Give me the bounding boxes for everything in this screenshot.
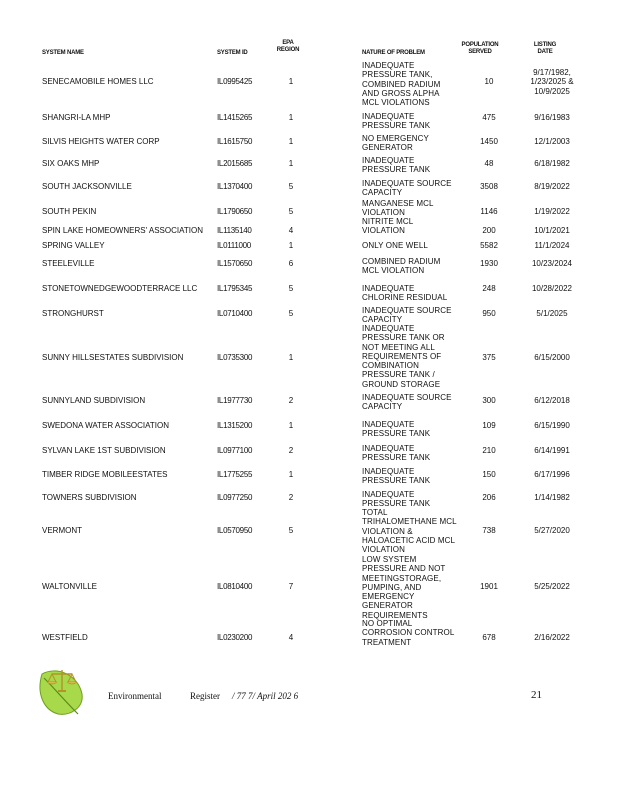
system-name: WALTONVILLE [42,582,97,591]
nature-of-problem: INADEQUATE PRESSURE TANK [362,444,431,463]
system-id: IL1775255 [217,470,253,479]
epa-region: 1 [288,137,294,146]
system-name: SUNNYLAND SUBDIVISION [42,396,146,405]
system-id: IL0977100 [217,446,253,455]
population-served: 475 [482,113,496,122]
population-served: 1901 [480,582,498,591]
epa-region: 4 [288,226,294,235]
listing-date: 6/15/1990 [534,421,570,430]
population-served: 200 [482,226,496,235]
population-served: 48 [484,159,494,168]
listing-date: 2/16/2022 [534,633,570,642]
system-name: SIX OAKS MHP [42,159,100,168]
col-header-epa-region [266,40,310,54]
epa-region: 1 [288,77,294,86]
listing-date: 6/12/2018 [534,396,570,405]
epa-region: 2 [288,446,294,455]
nature-of-problem: INADEQUATE PRESSURE TANK, COMBINED RADIUM AND GROSS ALPHA MCL VIOLATIONS [362,61,441,108]
population-served: 150 [482,470,496,479]
nature-of-problem: ONLY ONE WELL [362,241,428,250]
footer-issue-date: / 77 7/ April 202 6 [232,691,299,701]
col-header-system-id: SYSTEM ID [217,50,248,56]
system-name: SWEDONA WATER ASSOCIATION [42,421,169,430]
epa-region: 2 [288,396,294,405]
population-served: 375 [482,353,496,362]
system-name: SOUTH JACKSONVILLE [42,182,132,191]
nature-of-problem: LOW SYSTEM PRESSURE AND NOT MEETINGSTORAGE, PUMPING, AND EMERGENCY GENERATOR REQUIREMENTS [362,555,446,620]
col-header-listing-line2: DATE [537,49,553,55]
system-id: IL0570950 [217,526,253,535]
col-header-population [455,42,505,56]
listing-date: 5/27/2020 [534,526,570,535]
population-served: 3508 [480,182,498,191]
population-served: 678 [482,633,496,642]
system-id: IL1315200 [217,421,253,430]
system-id: IL1790650 [217,207,253,216]
epa-region: 1 [288,159,294,168]
nature-of-problem: NO EMERGENCY GENERATOR [362,134,429,153]
system-id: IL1370400 [217,182,253,191]
nature-of-problem: INADEQUATE PRESSURE TANK [362,467,431,486]
system-id: IL0995425 [217,77,253,86]
col-header-epa-line2: REGION [276,47,300,53]
system-name: SHANGRI-LA MHP [42,113,111,122]
listing-date: 9/16/1983 [534,113,570,122]
system-name: SOUTH PEKIN [42,207,97,216]
nature-of-problem: NITRITE MCL VIOLATION [362,217,414,236]
nature-of-problem: INADEQUATE SOURCE CAPACITY [362,393,452,412]
nature-of-problem: INADEQUATE PRESSURE TANK [362,156,431,175]
population-served: 210 [482,446,496,455]
nature-of-problem: COMBINED RADIUM MCL VIOLATION [362,257,441,276]
epa-region: 5 [288,284,294,293]
epa-region: 1 [288,113,294,122]
population-served: 300 [482,396,496,405]
epa-region: 1 [288,470,294,479]
system-name: SYLVAN LAKE 1ST SUBDIVISION [42,446,166,455]
nature-of-problem: NO OPTIMAL CORROSION CONTROL TREATMENT [362,619,455,647]
footer-environmental: Environmental [108,691,162,701]
system-name: TOWNERS SUBDIVISION [42,493,137,502]
epa-region: 5 [288,182,294,191]
col-header-system-name: SYSTEM NAME [42,50,84,56]
listing-date: 10/28/2022 [531,284,573,293]
population-served: 1930 [480,259,498,268]
epa-region: 1 [288,353,294,362]
system-id: IL1570650 [217,259,253,268]
listing-date: 6/14/1991 [534,446,570,455]
col-header-listing-line1: LISTING [533,42,557,48]
nature-of-problem: MANGANESE MCL VIOLATION [362,199,434,218]
listing-date: 10/23/2024 [531,259,573,268]
epa-region: 1 [288,241,294,250]
population-served: 10 [484,77,494,86]
nature-of-problem: INADEQUATE PRESSURE TANK [362,420,431,439]
system-id: IL0710400 [217,309,253,318]
nature-of-problem: TOTAL TRIHALOMETHANE MCL VIOLATION & HALOACETIC ACID MCL VIOLATION [362,508,457,555]
system-id: IL0230200 [217,633,253,642]
epa-region: 6 [288,259,294,268]
col-header-epa-line1: EPA [282,40,294,46]
system-id: IL1135140 [217,226,252,235]
system-id: IL2015685 [217,159,253,168]
system-name: STEELEVILLE [42,259,95,268]
col-header-population-line2: SERVED [468,49,492,55]
col-header-listing [520,42,570,56]
footer-register: Register [190,691,220,701]
epa-region: 4 [288,633,294,642]
system-name: STRONGHURST [42,309,104,318]
population-served: 248 [482,284,496,293]
system-id: IL0977250 [217,493,253,502]
listing-date: 1/14/1982 [534,493,570,502]
system-id: IL0111000 [217,241,251,250]
leaf-scales-logo-icon [34,664,86,718]
population-served: 5582 [480,241,498,250]
epa-region: 2 [288,493,294,502]
system-id: IL1795345 [217,284,253,293]
epa-region: 1 [288,421,294,430]
system-name: SPRING VALLEY [42,241,105,250]
epa-region: 5 [288,309,294,318]
epa-region: 7 [288,582,294,591]
system-name: STONETOWNEDGEWOODTERRACE LLC [42,284,198,293]
system-name: SPIN LAKE HOMEOWNERS' ASSOCIATION [42,226,203,235]
epa-region: 5 [288,207,294,216]
listing-date: 6/18/1982 [534,159,570,168]
system-id: IL1615750 [217,137,253,146]
page-number: 21 [531,689,542,701]
system-name: WESTFIELD [42,633,88,642]
listing-date: 6/15/2000 [534,353,570,362]
system-name: SILVIS HEIGHTS WATER CORP [42,137,160,146]
listing-date: 5/25/2022 [534,582,570,591]
listing-date: 10/1/2021 [534,226,570,235]
population-served: 738 [482,526,496,535]
epa-region: 5 [288,526,294,535]
population-served: 206 [482,493,496,502]
system-name: VERMONT [42,526,82,535]
col-header-population-line1: POPULATION [461,42,499,48]
nature-of-problem: INADEQUATE PRESSURE TANK OR NOT MEETING ALL REQUIREMENTS OF COMBINATION PRESSURE TANK / GROUND STORAGE [362,324,445,389]
listing-date: 11/1/2024 [534,241,570,250]
listing-date: 8/19/2022 [534,182,570,191]
col-header-nature: NATURE OF PROBLEM [362,50,425,56]
listing-date: 6/17/1996 [534,470,570,479]
system-name: SUNNY HILLSESTATES SUBDIVISION [42,353,184,362]
listing-date: 5/1/2025 [536,309,568,318]
population-served: 950 [482,309,496,318]
system-id: IL0810400 [217,582,253,591]
system-id: IL0735300 [217,353,253,362]
nature-of-problem: INADEQUATE PRESSURE TANK [362,112,431,131]
system-name: SENECAMOBILE HOMES LLC [42,77,154,86]
listing-date: 1/19/2022 [534,207,570,216]
table-row [0,61,618,107]
population-served: 1450 [480,137,498,146]
system-id: IL1415265 [217,113,253,122]
nature-of-problem: INADEQUATE SOURCE CAPACITY [362,306,452,325]
system-name: TIMBER RIDGE MOBILEESTATES [42,470,168,479]
listing-date: 9/17/1982, 1/23/2025 & 10/9/2025 [530,68,574,96]
population-served: 109 [482,421,496,430]
page-footer [0,688,618,728]
listing-date: 12/1/2003 [534,137,570,146]
nature-of-problem: INADEQUATE PRESSURE TANK [362,490,431,509]
nature-of-problem: INADEQUATE CHLORINE RESIDUAL [362,284,448,303]
nature-of-problem: INADEQUATE SOURCE CAPACITY [362,179,452,198]
population-served: 1146 [480,207,498,216]
system-id: IL1977730 [217,396,253,405]
